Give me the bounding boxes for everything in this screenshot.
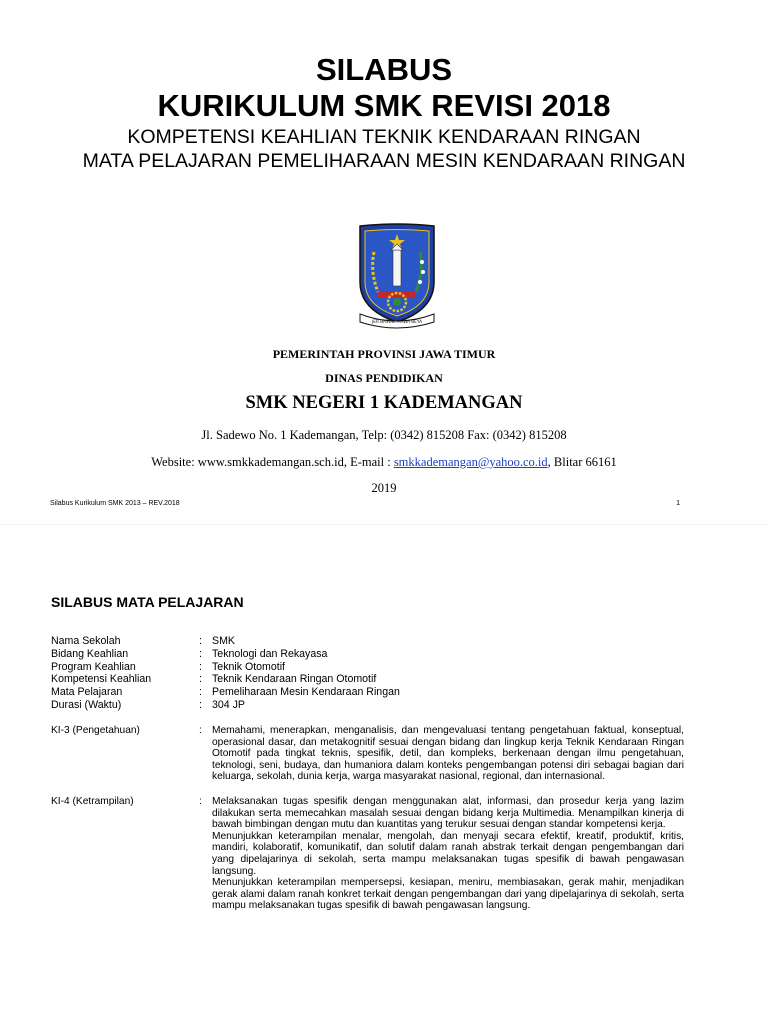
info-colon: : bbox=[199, 698, 202, 711]
page-footer: Silabus Kurikulum SMK 2013 – REV.2018 bbox=[50, 500, 180, 507]
email-link[interactable]: smkkademangan@yahoo.co.id bbox=[393, 455, 548, 469]
east-java-emblem-icon bbox=[356, 222, 438, 330]
info-value: Teknik Otomotif bbox=[212, 660, 286, 673]
ki4-paragraph-3: Menunjukkan keterampilan mempersepsi, kesiapan, meniru, membiasakan, gerak mahir, menjadikan gerak alami dalam ranah konkret terkait dengan pengembangan dari yang dipelajarinya di sekolah, serta mampu melaksanakan tugas spesifik di bawah pengawasan langsung. bbox=[212, 877, 684, 912]
info-row bbox=[51, 699, 662, 712]
info-value: SMK bbox=[212, 635, 235, 647]
ki4-paragraph-2: Menunjukkan keterampilan menalar, mengolah, dan menyaji secara efektif, kreatif, produktif, kritis, mandiri, kolaboratif, komunikatif, dan solutif dalam ranah abstrak terkait dengan pengembangan dari yang dipelajarinya di sekolah, serta mampu melaksanakan tugas spesifik di bawah pengawasan langsung. bbox=[212, 830, 684, 877]
page-divider bbox=[0, 524, 768, 525]
department-name: DINAS PENDIDIKAN bbox=[325, 371, 443, 385]
emblem-ribbon-motto: JER BASUKI MAWA BEYA bbox=[372, 319, 422, 324]
subject-info-table bbox=[51, 635, 662, 712]
ki3-paragraph: Memahami, menerapkan, menganalisis, dan mengevaluasi tentang pengetahuan faktual, konseptual, operasional dasar, dan metakognitif sesuai dengan bidang dan lingkup kerja Teknik Kendaraan Ringan Otomotif pada tingkat teknis, spesifik, detil, dan kompleks, berkenaan dengan ilmu pengetahuan, teknologi, seni, budaya, dan humaniora dalam konteks pengembangan potensi diri sebagai bagian dari keluarga, sekolah, dunia kerja, warga masyarakat nasional, regional, dan internasional. bbox=[212, 725, 684, 783]
city-postcode: , Blitar 66161 bbox=[547, 455, 617, 469]
info-colon: : bbox=[199, 647, 202, 660]
ki3-label: KI-3 (Pengetahuan) bbox=[51, 725, 140, 736]
info-row bbox=[51, 635, 662, 648]
info-value: Pemeliharaan Mesin Kendaraan Ringan bbox=[212, 686, 400, 699]
competency-subtitle: KOMPETENSI KEAHLIAN TEKNIK KENDARAAN RINGAN bbox=[127, 126, 641, 148]
info-label: Program Keahlian bbox=[51, 660, 136, 673]
info-value: Teknologi dan Rekayasa bbox=[212, 647, 328, 660]
section-title: SILABUS MATA PELAJARAN bbox=[51, 594, 244, 610]
info-colon: : bbox=[199, 660, 202, 673]
info-label: Nama Sekolah bbox=[51, 635, 121, 647]
government-name: PEMERINTAH PROVINSI JAWA TIMUR bbox=[272, 347, 496, 361]
ki4-paragraph-1: Melaksanakan tugas spesifik dengan menggunakan alat, informasi, dan prosedur kerja yang lazim dilakukan serta memecahkan masalah sesuai dengan bidang kerja Multimedia. Menampilkan kinerja di bawah bimbingan dengan mutu dan kuantitas yang terukur sesuai dengan standar kompetensi kerja. bbox=[212, 796, 684, 831]
info-row bbox=[51, 661, 662, 674]
ki3-row bbox=[51, 725, 684, 783]
school-address: Jl. Sadewo No. 1 Kademangan, Telp: (0342) 815208 Fax: (0342) 815208 bbox=[201, 428, 567, 442]
info-value: 304 JP bbox=[212, 698, 245, 711]
ki4-colon: : bbox=[199, 796, 202, 807]
school-contact bbox=[0, 455, 768, 470]
school-name: SMK NEGERI 1 KADEMANGAN bbox=[245, 393, 523, 413]
ki3-colon: : bbox=[199, 725, 202, 736]
ki3-text bbox=[212, 725, 684, 783]
curriculum-title: KURIKULUM SMK REVISI 2018 bbox=[157, 88, 611, 123]
info-row bbox=[51, 673, 662, 686]
website-text: Website: www.smkkademangan.sch.id, E-mail : bbox=[151, 455, 394, 469]
info-label: Durasi (Waktu) bbox=[51, 698, 122, 711]
subject-subtitle: MATA PELAJARAN PEMELIHARAAN MESIN KENDARAAN RINGAN bbox=[82, 150, 686, 172]
ki4-row bbox=[51, 796, 684, 912]
info-colon: : bbox=[199, 686, 202, 699]
info-value: Teknik Kendaraan Ringan Otomotif bbox=[212, 673, 377, 686]
ki4-text bbox=[212, 796, 684, 912]
document-title: SILABUS bbox=[315, 52, 453, 87]
page-number: 1 bbox=[676, 500, 680, 507]
info-label: Mata Pelajaran bbox=[51, 686, 123, 699]
info-colon: : bbox=[199, 635, 202, 647]
info-label: Kompetensi Keahlian bbox=[51, 673, 152, 686]
info-colon: : bbox=[199, 673, 202, 686]
ki4-label: KI-4 (Ketrampilan) bbox=[51, 796, 134, 807]
info-row bbox=[51, 648, 662, 661]
info-label: Bidang Keahlian bbox=[51, 647, 129, 660]
document-year: 2019 bbox=[371, 481, 397, 495]
info-row bbox=[51, 686, 662, 699]
